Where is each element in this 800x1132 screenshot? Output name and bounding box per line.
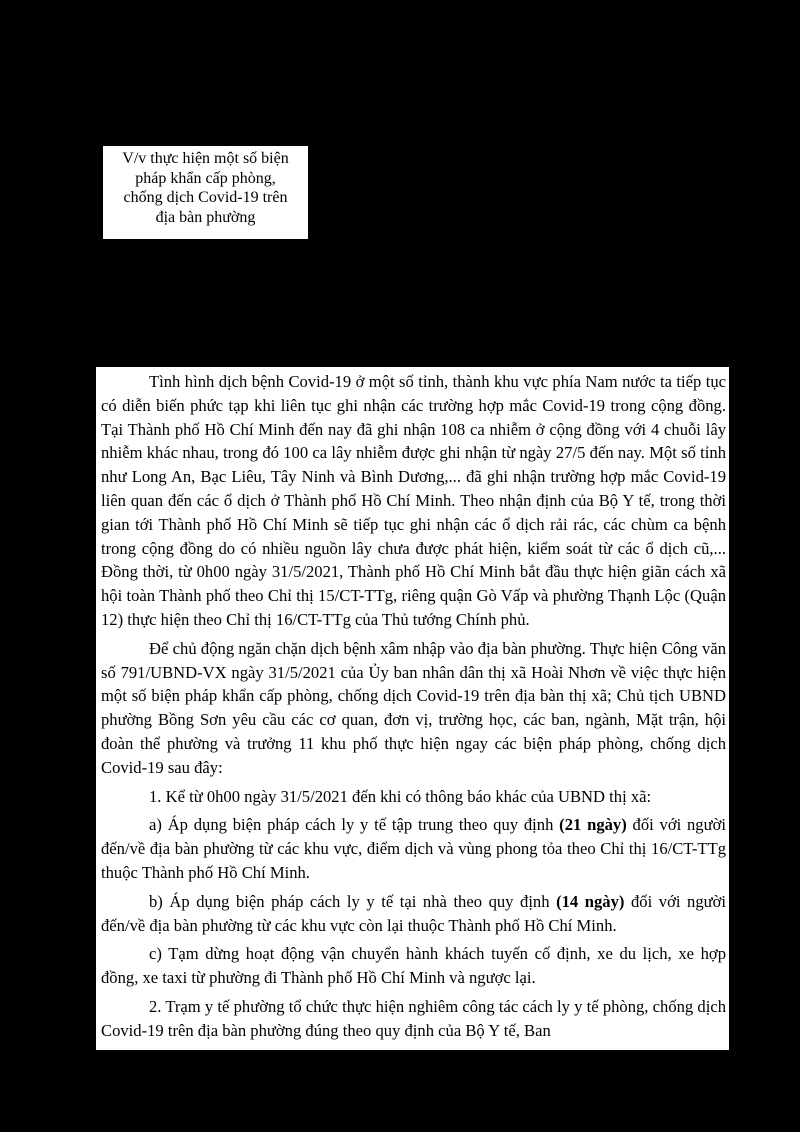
- document-body: [96, 367, 729, 1050]
- paragraph-item-2: 2. Trạm y tế phường tổ chức thực hiện nghiêm công tác cách ly y tế phòng, chống dịch Covid-19 trên địa bàn phường đúng theo quy định của Bộ Y tế, Ban: [101, 996, 726, 1040]
- paragraph-situation: Tình hình dịch bệnh Covid-19 ở một số tỉnh, thành khu vực phía Nam nước ta tiếp tục có diễn biến phức tạp khi liên tục ghi nhận các trường hợp mắc Covid-19 trong cộng đồng. Tại Thành phố Hồ Chí Minh đến nay đã ghi nhận 108 ca nhiễm ở cộng đồng với 4 chuỗi lây nhiễm khác nhau, trong đó 100 ca lây nhiễm được ghi nhận từ ngày 27/5 đến nay. Một số tỉnh như Long An, Bạc Liêu, Tây Ninh và Bình Dương,... đã ghi nhận trường hợp mắc Covid-19 liên quan đến các ổ dịch ở Thành phố Hồ Chí Minh. Theo nhận định của Bộ Y tế, trong thời gian tới Thành phố Hồ Chí Minh sẽ tiếp tục ghi nhận các ổ dịch rải rác, các chùm ca bệnh trong cộng đồng do có nhiều nguồn lây chưa được phát hiện, kiểm soát từ các ổ dịch cũ,... Đồng thời, từ 0h00 ngày 31/5/2021, Thành phố Hồ Chí Minh bắt đầu thực hiện giãn cách xã hội toàn Thành phố theo Chỉ thị 15/CT-TTg, riêng quận Gò Vấp và phường Thạnh Lộc (Quận 12) thực hiện theo Chỉ thị 16/CT-TTg của Thủ tướng Chính phủ.: [101, 372, 726, 629]
- paragraph-item-1: 1. Kể từ 0h00 ngày 31/5/2021 đến khi có thông báo khác của UBND thị xã:: [149, 786, 652, 806]
- subject-line-4: địa bàn phường: [155, 208, 256, 226]
- paragraph-item-1b: [101, 890, 726, 938]
- document-subject-box: [103, 146, 308, 239]
- item-1a-text-cont: đối với người đến/về địa bàn phường từ các khu vực, điểm dịch và vùng phong tỏa theo Chỉ thị 16/CT-TTg thuộc Thành phố Hồ Chí Minh.: [101, 815, 726, 882]
- paragraph-item-1c: c) Tạm dừng hoạt động vận chuyển hành khách tuyến cố định, xe du lịch, xe hợp đồng, xe taxi từ phường đi Thành phố Hồ Chí Minh và ngược lại.: [101, 944, 726, 988]
- subject-line-2: pháp khẩn cấp phòng,: [135, 169, 276, 187]
- paragraph-item-1a: [101, 813, 726, 884]
- subject-line-3: chống dịch Covid-19 trên: [123, 189, 288, 206]
- item-1a-duration: (21 ngày): [559, 815, 627, 835]
- item-1a-text: a) Áp dụng biện pháp cách ly y tế tập trung theo quy định: [149, 815, 560, 835]
- item-1b-text-cont: đối với người đến/về địa bàn phường từ các khu vực còn lại thuộc Thành phố Hồ Chí Minh.: [101, 891, 726, 935]
- subject-line-1: V/v thực hiện một số biện: [122, 150, 289, 167]
- paragraph-directive: Để chủ động ngăn chặn dịch bệnh xâm nhập vào địa bàn phường. Thực hiện Công văn số 791/UBND-VX ngày 31/5/2021 của Ủy ban nhân dân thị xã Hoài Nhơn về việc thực hiện một số biện pháp khẩn cấp phòng, chống dịch Covid-19 trên địa bàn thị xã; Chủ tịch UBND phường Bồng Sơn yêu cầu các cơ quan, đơn vị, trường học, các ban, ngành, Mặt trận, hội đoàn thể phường và trưởng 11 khu phố thực hiện ngay các biện pháp phòng, chống dịch Covid-19 sau đây:: [101, 638, 726, 777]
- item-1b-duration: (14 ngày): [556, 891, 625, 911]
- item-1b-text: b) Áp dụng biện pháp cách ly y tế tại nhà theo quy định: [149, 891, 557, 911]
